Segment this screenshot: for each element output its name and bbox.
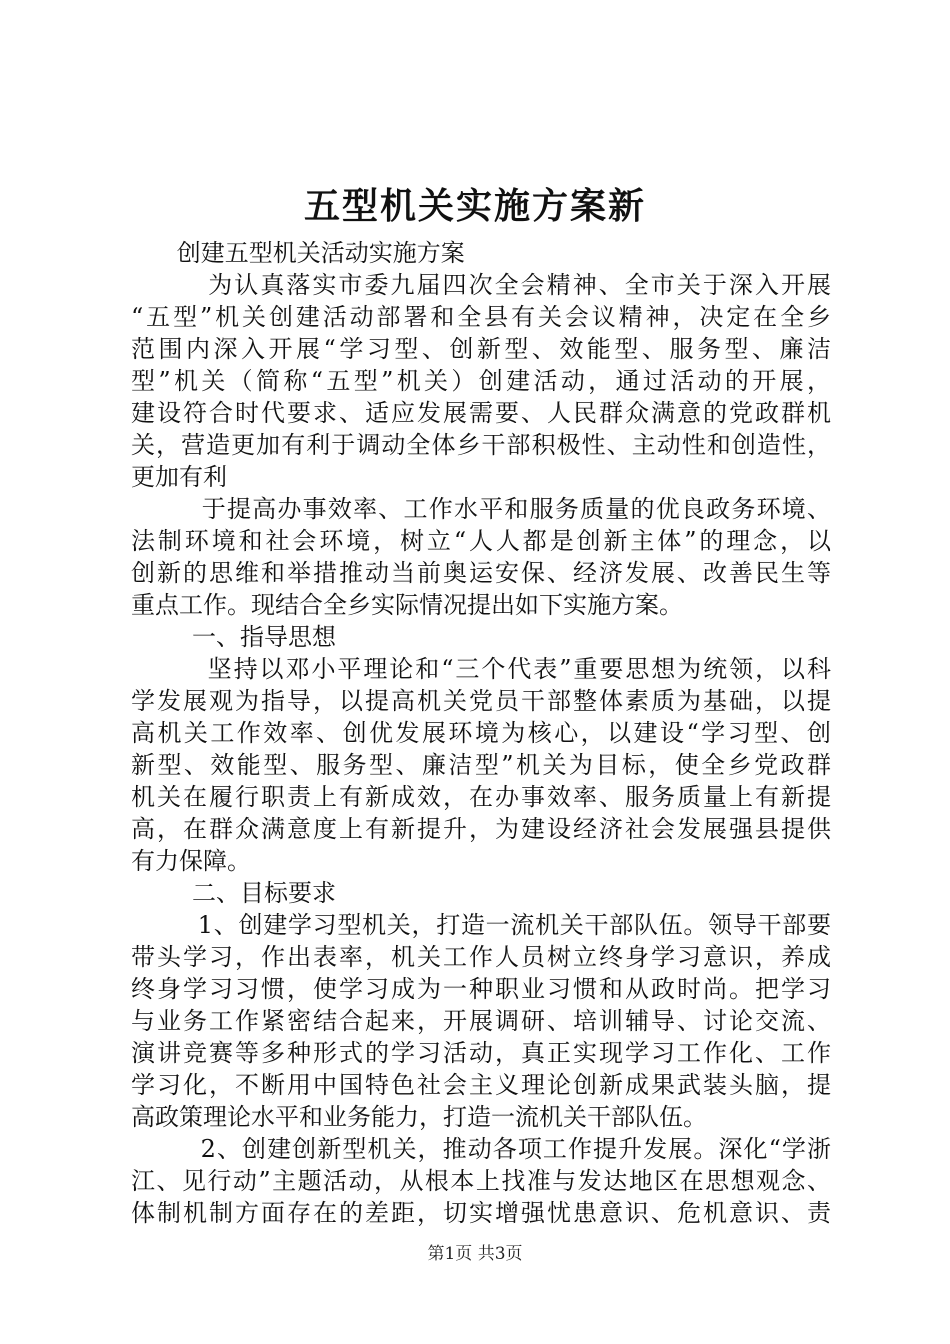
text-line: 机关在履行职责上有新成效，在办事效率、服务质量上有新提 (131, 783, 831, 811)
text-line: “五型”机关创建活动部署和全县有关会议精神，决定在全乡 (131, 303, 831, 331)
text-line: 为认真落实市委九届四次全会精神、全市关于深入开展 (131, 271, 831, 299)
text-line: 关，营造更加有利于调动全体乡干部积极性、主动性和创造性， (131, 431, 831, 459)
text-line: 于提高办事效率、工作水平和服务质量的优良政务环境、 (131, 495, 831, 523)
text-line: 学发展观为指导，以提高机关党员干部整体素质为基础，以提 (131, 687, 831, 715)
document-title: 五型机关实施方案新 (303, 185, 646, 227)
text-line: 高政策理论水平和业务能力，打造一流机关干部队伍。 (131, 1103, 707, 1131)
document-body (131, 237, 831, 1229)
text-line: 高，在群众满意度上有新提升，为建设经济社会发展强县提供 (131, 815, 831, 843)
text-line: 1、创建学习型机关，打造一流机关干部队伍。领导干部要 (131, 911, 831, 939)
text-line: 法制环境和社会环境，树立“人人都是创新主体”的理念，以 (131, 527, 831, 555)
text-line: 终身学习习惯，使学习成为一种职业习惯和从政时尚。把学习 (131, 975, 831, 1003)
page-footer: 第1页 共3页 (427, 1244, 523, 1264)
text-line: 新型、效能型、服务型、廉洁型”机关为目标，使全乡党政群 (131, 751, 831, 779)
text-line: 建设符合时代要求、适应发展需要、人民群众满意的党政群机 (131, 399, 831, 427)
text-line: 坚持以邓小平理论和“三个代表”重要思想为统领，以科 (131, 655, 831, 683)
text-line: 更加有利 (131, 463, 227, 491)
text-line: 体制机制方面存在的差距，切实增强忧患意识、危机意识、责 (131, 1199, 831, 1227)
text-line: 2、创建创新型机关，推动各项工作提升发展。深化“学浙 (131, 1135, 831, 1163)
text-line: 有力保障。 (131, 847, 251, 875)
text-line: 型”机关（简称“五型”机关）创建活动，通过活动的开展， (131, 367, 831, 395)
text-line: 江、见行动”主题活动，从根本上找准与发达地区在思想观念、 (131, 1167, 831, 1195)
text-line: 带头学习，作出表率，机关工作人员树立终身学习意识，养成 (131, 943, 831, 971)
text-line: 学习化，不断用中国特色社会主义理论创新成果武装头脑，提 (131, 1071, 831, 1099)
text-line: 演讲竞赛等多种形式的学习活动，真正实现学习工作化、工作 (131, 1039, 831, 1067)
text-line: 创新的思维和举措推动当前奥运安保、经济发展、改善民生等 (131, 559, 831, 587)
text-line: 与业务工作紧密结合起来，开展调研、培训辅导、讨论交流、 (131, 1007, 831, 1035)
text-line: 一、指导思想 (131, 623, 337, 651)
text-line: 高机关工作效率、创优发展环境为核心，以建设“学习型、创 (131, 719, 831, 747)
text-line: 创建五型机关活动实施方案 (131, 239, 465, 267)
text-line: 重点工作。现结合全乡实际情况提出如下实施方案。 (131, 591, 683, 619)
text-line: 二、目标要求 (131, 879, 337, 907)
text-line: 范围内深入开展“学习型、创新型、效能型、服务型、廉洁 (131, 335, 831, 363)
